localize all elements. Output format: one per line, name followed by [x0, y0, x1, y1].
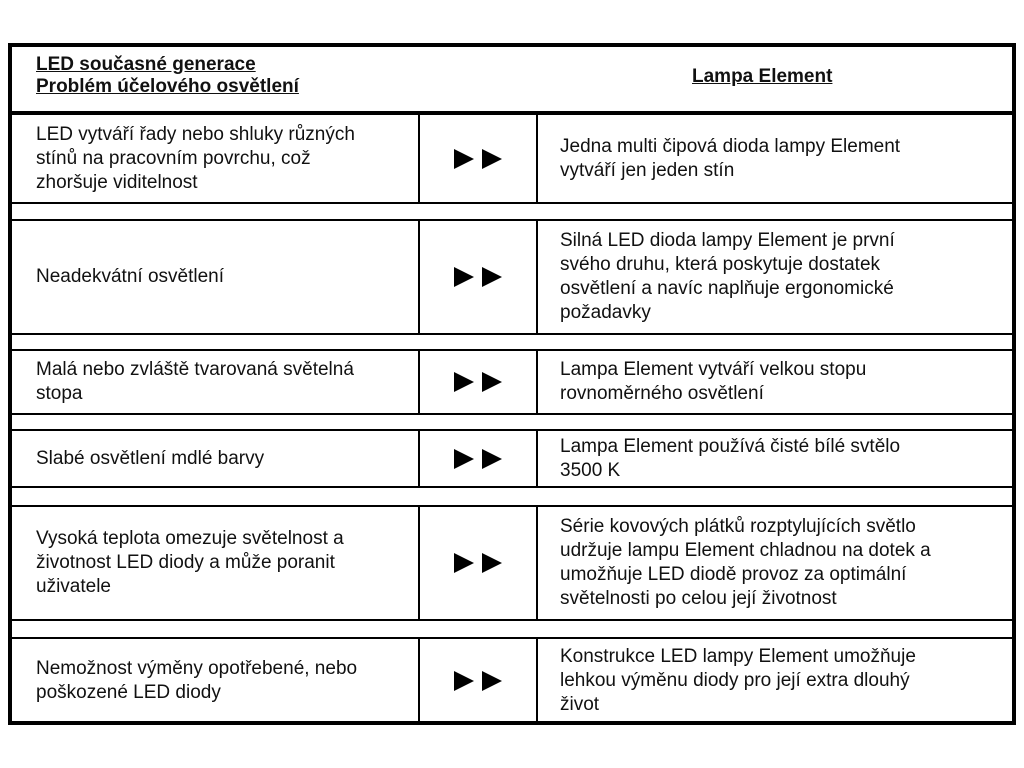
problem-cell [12, 507, 420, 619]
header-left-line1: LED současné generace [36, 54, 256, 75]
table-row [12, 505, 1012, 621]
double-play-arrow-icon [454, 553, 502, 573]
solution-text: Silná LED dioda lampy Element je první svého druhu, která poskytuje dostatek osvětlení a navíc naplňuje ergonomické požadavky [560, 230, 895, 323]
header-left [36, 54, 299, 98]
double-play-arrow-icon [454, 149, 502, 169]
table-header [12, 47, 1012, 113]
header-left-line2: Problém účelového osvětlení [36, 76, 299, 97]
double-play-arrow-icon [454, 671, 502, 691]
problem-text: Nemožnost výměny opotřebené, nebo poškozené LED diody [36, 658, 358, 703]
table-row [12, 637, 1012, 725]
table-row [12, 113, 1012, 204]
solution-cell [538, 221, 1012, 333]
solution-text: Jedna multi čipová dioda lampy Element vytváří jen jeden stín [560, 135, 901, 181]
problem-cell [12, 351, 420, 413]
problem-cell [12, 221, 420, 333]
double-play-arrow-icon [454, 267, 502, 287]
solution-text: Lampa Element vytváří velkou stopu rovnoměrného osvětlení [560, 359, 867, 404]
header-right: Lampa Element [692, 66, 833, 87]
solution-text: Lampa Element používá čisté bílé svtělo 3500 K [560, 435, 901, 481]
solution-text: Konstrukce LED lampy Element umožňuje lehkou výměnu diody pro její extra dlouhý život [560, 646, 916, 715]
problem-cell [12, 115, 420, 202]
double-play-arrow-icon [454, 372, 502, 392]
table-row [12, 429, 1012, 488]
solution-cell [538, 115, 1012, 202]
problem-text: Slabé osvětlení mdlé barvy [36, 447, 265, 469]
problem-text: Vysoká teplota omezuje světelnost a životnost LED diody a může poranit uživatele [36, 528, 344, 597]
solution-cell [538, 507, 1012, 619]
arrow-cell [420, 507, 538, 619]
solution-text: Série kovových plátků rozptylujících světlo udržuje lampu Element chladnou na dotek a umožňuje LED diodě provoz za optimální světelnosti po celou její životnost [560, 516, 931, 609]
arrow-cell [420, 221, 538, 333]
arrow-cell [420, 351, 538, 413]
table-row [12, 219, 1012, 335]
table-row [12, 349, 1012, 415]
arrow-cell [420, 639, 538, 723]
problem-text: LED vytváří řady nebo shluky různých stínů na pracovním povrchu, což zhoršuje viditelnost [36, 123, 355, 193]
problem-cell [12, 639, 420, 723]
arrow-cell [420, 115, 538, 202]
solution-cell [538, 431, 1012, 486]
comparison-table [8, 43, 1016, 725]
problem-text: Malá nebo zvláště tvarovaná světelná stopa [36, 359, 354, 404]
solution-cell [538, 351, 1012, 413]
problem-cell [12, 431, 420, 486]
problem-text: Neadekvátní osvětlení [36, 266, 225, 287]
arrow-cell [420, 431, 538, 486]
solution-cell [538, 639, 1012, 723]
double-play-arrow-icon [454, 449, 502, 469]
